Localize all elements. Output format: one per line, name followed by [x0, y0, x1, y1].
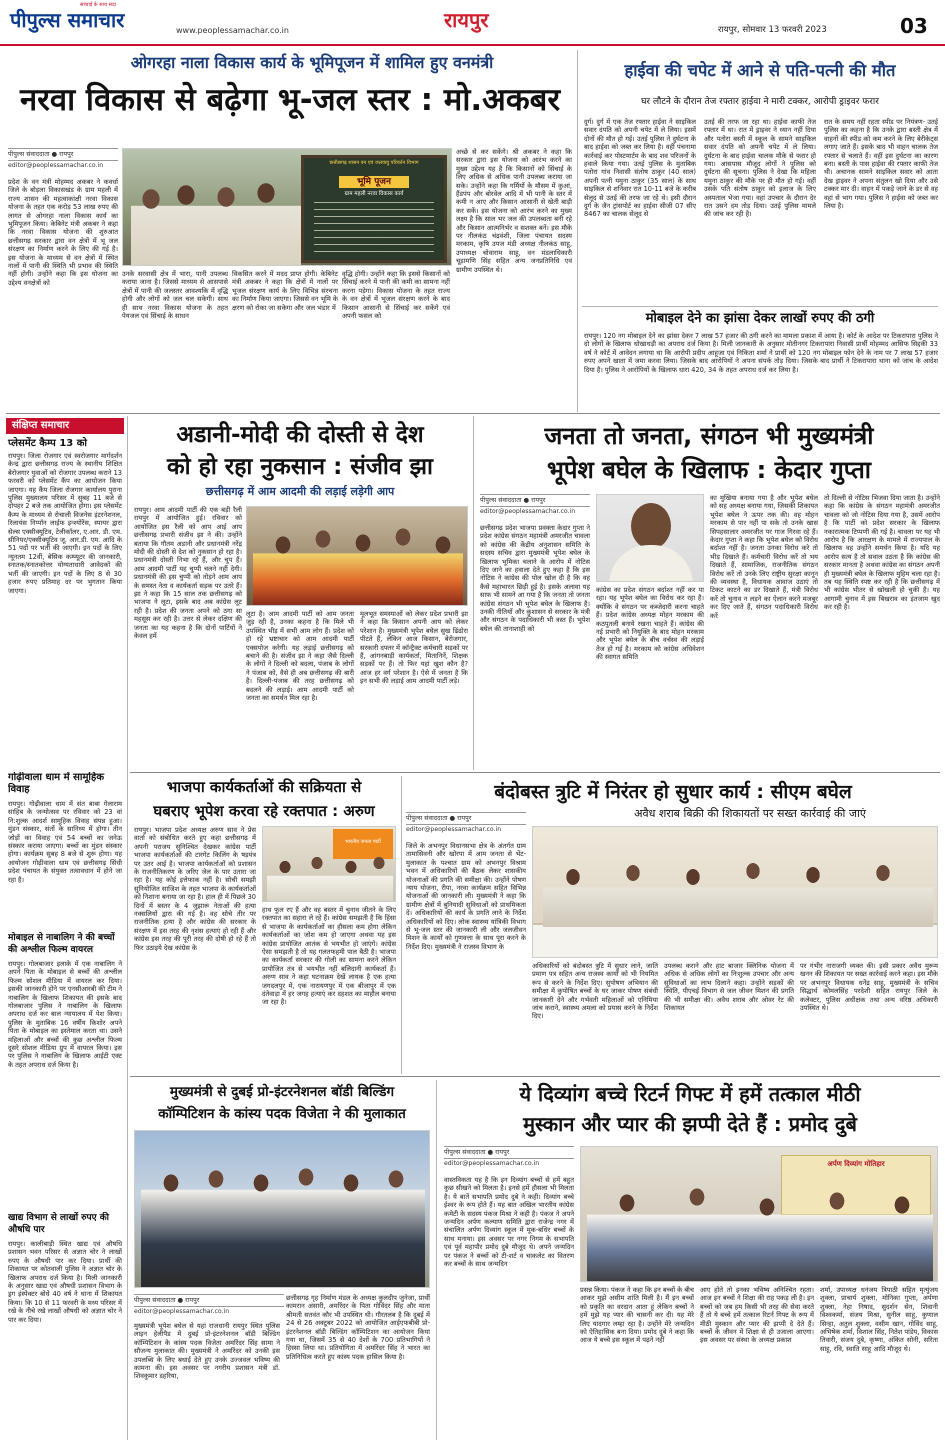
board-banner: भूमि पूजन [339, 176, 409, 188]
story5-col1: छत्तीसगढ़ प्रदेश भाजपा प्रवक्ता केदार गुप्ता ने प्रदेश कांग्रेस संगठन महामंत्री अमरजीत चावला को कांग्रेस की केंद्रीय अनुशासन समिति के सदस्य सचिव द्वारा मुख्यमंत्री भूपेश बघेल के खिलाफ भूमिका चलाने के आरोप में नोटिस दिए जाने का हवाला देते हुए कहा है कि इस नोटिस ने कांग्रेस की पोल खोल दी है कि वह कैसे महाभारत छिड़ी हुई है। इसके अलावा यह साफ भी सामने आ गया है कि जनता तो जनता कांग्रेस संगठन भी भूपेश बघेल के खिलाफ है। उनकी नीतियों और कुशासन से सरकार के मंत्री और संगठन के पदाधिकारी भी त्रस्त हैं। भूपेश बघेल की तानाशाही को [480, 524, 590, 633]
story4-col3: मूलभूत समस्याओं को लेकर प्रदेश प्रभारी झा ने कहा कि किसान अपनी आय को लेकर परेशान है। मुख्यमंत्री भूपेश बघेल सुख ढिंढोरा पीटते हैं, लेकिन आज किसान, बेरोजगार, सरकारी दफ्तर में कॉन्ट्रैक्ट कर्मचारी सड़कों पर हैं, आंगनबाड़ी कार्यकर्ता, मितानिनें, शिक्षक सड़कों पर हैं। तो फिर यहां खुश कौन है? आज हर वर्ग परेशान है। ऐसे में जनता है कि इन सभी की लड़ाई आम आदमी पार्टी लड़े। [360, 610, 468, 686]
divider [473, 416, 474, 770]
sidebar-item1-body: रायपुर। जिला रोजगार एवं स्वरोजगार मार्गदर्शन केन्द्र द्वारा छत्तीसगढ़ राज्य के स्थानीय शिक्षित बेरोजगार युवाओं को रोजगार उपलब्ध कराने 13 फरवरी को प्लेसमेंट कैंप का आयोजन किया जाएगा। यह कैंप जिला रोजगार कार्यालय पुराना पुलिस मुख्यालय परिसर में सुबह 11 बजे से दोपहर 2 बजे तक आयोजित होगा। इस प्लेसमेंट कैम्प के माध्यम से रोचाली विजनेस इंटरनेशनल, रिलायंस निप्पॉन लाईफ इन्श्योरेंस, स्पायर द्वारा सेल्स एक्सीक्यूटिव, टेलीकॉलर, ए.आर. डी. एम. सीनियर/एक्सीक्यूटिव जू. आर.डी. एम. आदि के 51 पदों पर भर्ती की जाएगी। इन पदों के लिए न्यूनतम 12वीं, बेसिक कम्प्यूटर की जानकारी, स्नातक/स्नातकोत्तर योग्यताधारी आवेदकों की भर्ती की जाएगी। इन पदों के लिए 8 से 30 हजार रुपए प्रतिमाह दर पर भुगतान किया जाएगा। [8, 452, 122, 595]
sidebar-item3-head[interactable]: मोबाइल से नाबालिग ने की बच्चों की अश्लील फिल्म वायरल [8, 933, 115, 955]
logo-tagline: सच्चाई के साथ सदा [80, 2, 116, 8]
divider [127, 416, 128, 1440]
story5-headline-line2[interactable]: भूपेश बघेल के खिलाफ : केदार गुप्ता [547, 456, 871, 484]
story6-headline-line1[interactable]: भाजपा कार्यकर्ताओं की सक्रियता से [166, 778, 362, 796]
masthead [0, 0, 945, 46]
sidebar-item2-body: रायपुर। गोढ़ीवाला धाम में संत बाबा गेलाराम साहिब के जन्मोत्सव पर रविवार को 23 वां नि:शुल्क आदर्श सामूहिक विवाह संपन्न हुआ। मुंडन संस्कार, संतों के सानिध्य में होगा। तीन जोड़ों का विवाह एवं 54 बच्चों का जनेऊ संस्कार कराया जाएगा। बच्चों का मुंडन संस्कार होगा। कार्यक्रम सुबह 8 बजे से शुरू होगा। यह आयोजन गोढ़ीवाला धाम एवं छत्तीसगढ़ सिंधी प्रदेश पंचायत के संयुक्त तत्वावधान में होने जा रहा है। [8, 800, 122, 884]
logo-text: पीपुल्स समाचार [10, 8, 125, 32]
story7-col3: उपलब्ध कराने और हाट बाजार क्लिनिक योजना में अधिक से अधिक लोगों का निःशुल्क उपचार और अन्य सुविधाओं का लाभ दिलाने कहा। उन्होंने सड़कों की स्थिति, पीएचई विभाग से जल जीवन मिशन की प्रगति की भी समीक्षा की। अवैध शराब और ओवर रेट की शिकायत [664, 962, 794, 1013]
sidebar-item1-head[interactable]: प्लेसमेंट कैम्प 13 को [8, 438, 88, 449]
story2-headline[interactable]: हाईवा की चपेट में आने से पति-पत्नी की मौत [624, 61, 896, 80]
story1-col1: प्रदेश के वन मंत्री मोहम्मद अकबर ने कवर्धा जिले के बोड़ला विकासखंड के ग्राम महली में राज्य शासन की महत्वाकांक्षी नरवा विकास योजना के तहत एक करोड़ 53 लाख रुपए की लागत से ओगरहा नाला विकास कार्य का भूमिपूजन किया। केबिनेट मंत्री अकबर ने कहा कि नरवा विकास योजना की शुरुआत छत्तीसगढ़ सरकार द्वारा वन क्षेत्रों में भू जल संरक्षण का निर्माण करने के लिए की गई है। इस योजना के माध्यम से वन क्षेत्रों में स्थित नालों में पानी की स्थिति भी प्रभाव की स्थिति नहीं होगी। उन्होंने कहा कि इस योजना का उद्देश्य वनक्षेत्रों को [8, 178, 118, 287]
story4-col2: लूटा है। आम आदमी पार्टी को आम जनता जुड़ रही है, उनका कहना है कि मिले भी उपस्थित भीड़ में सभी आम लोग हैं। प्रदेश को हो रहे भ्रष्टाचार को आम आदमी पार्टी एक्सपोज करेगी। यह लड़ाई छत्तीसगढ़ को बचाने की है। संजीव झा ने कहा जैसे दिल्ली के लोगों ने दिल्ली को बदला, पंजाब के लोगों ने पंजाब को, वैसे ही अब छत्तीसगढ़ की बारी है। दिल्ली-पंजाब की तरह छत्तीसगढ़ को बदलने की लड़ाई। आम आदमी पार्टी को जनता का समर्थन मिल रहा है। [246, 610, 354, 703]
press-people [267, 853, 393, 902]
story1-col4: वृद्धि होगी। उन्होंने कहा कि इससे किसानों को सिंचाई करने में पानी की कमी का सामना नहीं करना पड़ेगा। विकास योजना के तहत राज्य के वन क्षेत्रों में भूजल संरक्षण करने के बाद किसान आसानी से सिंचाई कर सकेंगे एवं अपनी फसल को [342, 270, 450, 321]
story9-col1: वास्तविकता यह है कि इन दिव्यांग बच्चों से हमें बहुत कुछ सीखने को मिलता है। इनसे हमें हौसला भी मिलता है। ये बातें सभापति प्रमोद दुबे ने कही। दिव्यांग बच्चे ईश्वर के रूप होते हैं। यह बात अखिल भारतीय कांग्रेस कमेटी के सदस्य पंकज मिश्रा ने कही है। पंकज ने अपने जन्मदिन अर्पण कल्याण समिति द्वारा राजेन्द्र नगर में संचालित अर्पण दिव्यांग स्कूल में मूक-बधिर बच्चों के साथ मनाया। इस अवसर पर नगर निगम के सभापति एवं पूर्व महापौर प्रमोद दुबे मौजूद थे। अपने जन्मदिन पर पंकज ने बच्चों को टी-शर्ट व चाकलेट का वितरण कर बच्चों के साथ जन्मदिन [444, 1176, 574, 1269]
story2-col3: रात के समय नहीं रहता स्पीड पर नियंत्रण- उतई पुलिस का कहना है कि उनके द्वारा बस्ती क्षेत्र में वाहनों की स्पीड को कम करने के लिए बेरीकेट्स लगाए जाते हैं। इसके बाद भी वाहन चालक तेज रफ्तार से चलाते हैं। वहीं इस दुर्घटना का कारण बना। बस्ती के पास हाईवा की रफ्तार काफी तेज थी। अचानक सामने साइकिल सवार को आता देख ड्राइवर ने अपना संतुलन खो दिया और उसे टक्कर मार दी। वाहन में पकड़े जाने के डर से वह वहां से भाग गया। पुलिस ने हाईवा को जब्त कर लिया है। [824, 118, 938, 211]
story6-col1: रायपुर। भाजपा प्रदेश अध्यक्ष अरुण साव ने प्रेस वार्ता को संबोधित करते हुए कहा छत्तीसगढ़ में अपनी पराजय सुनिश्चित देखकर कांग्रेस पार्टी भाजपा कार्यकर्ताओं की टारगेट किलिंग के षड़यंत्र पर उतर आई है। भाजपा कार्यकर्ताओं को प्रशासन के राजनीतिकरण के जरिए जेल के पार उतारा जा रहा है। यह कोई इत्तेफाक नहीं है। सोची समझी सुनियोजित साजिश के तहत भाजपा के कार्यकर्ताओं को निशाना बनाया जा रहा है। हाल ही में पिछले 30 दिनों में बस्तर के 4 जुझारू नेताओं की हत्या नक्सलियों द्वारा की गई है। वह सोचे तीर पर राजनीतिक हत्या है और कांग्रेस की सरकार के संरक्षण में इस तरह की नृशंस हत्याएं हो रही हैं और कांग्रेस इस तरह की पूरी तरह की दोषी हो रहे हैं तो फिर उठाइये देख कांग्रेस के [134, 826, 256, 952]
story6-col2: हाथ फूल रए हैं और वह बस्तर में चुनाव जीतने के लिए रक्तपात का सहारा ले रहे हैं। कांग्रेस समझती है कि हिंसा से भाजपा के कार्यकर्ताओं का हौसला कम होगा लेकिन कार्यकर्ताओं का जोश कम हो जाएगा अथवा यह इस कांग्रेस प्रायोजित आतंक से भयभीत हो जाएंगे। कांग्रेस ऐसा समझती है तो यह गलतफहमी पाल बैठी है। भाजपा का कार्यकर्ता सरकार की गोली का सामना करने लेकिन प्रायोजित तंत्र से भयभीत नहीं बलिदानी कार्यकर्ता हैं। अरुण साव ने कहा घटनाक्रम देखें लायक है एक हत्या जगदलपुर में, एक नारायणपुर में एक बीजापुर में एक दंतेवाड़ा में हर जगह हत्याएं कर दहशत का माहौल बनाया जा रहा है। [262, 906, 396, 1007]
story3-headline[interactable]: मोबाइल देने का झांसा देकर लाखों रुपए की ठगी [645, 311, 875, 326]
page-number: 03 [900, 14, 928, 38]
story1-headline[interactable]: नरवा विकास से बढ़ेगा भू-जल स्तर : मो.अकबर [19, 82, 561, 118]
story9-email[interactable]: editor@peoplessamachar.co.in [444, 1160, 540, 1167]
story7-col4: पर गंभीर नाराजगी व्यक्त की। इसी प्रकार अवैध मुरूम खनन की शिकायत पर सख्त कार्रवाई करने कहा। इस मौके पर अभनपुर विधायक धनेंद्र साहू, मुख्यमंत्री के सचिव सिद्धार्थ कोमलसिंह परदेशी सहित रायपुर जिले के कलेक्टर, पुलिस अधीक्षक तथा अन्य वरिष्ठ अधिकारी उपस्थित थे। [800, 962, 938, 1013]
story4-col1: रायपुर। आम आदमी पार्टी की एक बड़ी रैली रायपुर में आयोजित हुई। रविवार को आयोजित इस रैली को आप आई आप छत्तीसगढ़ प्रभारी संजीव झा ने की। उन्होंने बताया कि गौतम अडानी और प्रधानमंत्री नरेंद्र मोदी की दोस्ती से देश को नुकसान हो रहा है। प्रधानमंत्री दोस्ती निभा रहे हैं, और चुप हैं। आम आदमी पार्टी यह चुप्पी चलने नहीं देगी। प्रधानमंत्री की इस चुप्पी को तोड़ने आम आप के समस्त नेता व कार्यकर्ता सड़क पर उतरे हैं। झा ने कहा कि 15 साल तक छत्तीसगढ़ को भाजपा ने लूटा, इसके बाद अब कांग्रेस लूट रही है। प्रदेश की जनता अपने को ठगा सा महसूस कर रही है। उत्तर से लेकर दक्षिण की जनता का यह कहना है कि दोनों पार्टियों ने केवल हमें [134, 506, 242, 641]
story9-headline-line1[interactable]: ये दिव्यांग बच्चे रिटर्न गिफ्ट में हमें तत्काल मीठी [519, 1082, 861, 1106]
story4-photo [246, 506, 468, 606]
divider [577, 50, 578, 412]
city-name: रायपुर [444, 8, 489, 32]
story8-email[interactable]: editor@peoplessamachar.co.in [134, 1308, 230, 1315]
website-url[interactable]: www.peoplessamachar.co.in [176, 26, 289, 35]
story7-col1: जिले के अभनपुर विधानसभा क्षेत्र के अंतर्गत ग्राम तामासिवनी और खोरपा में आम जनता से भेंट-मुलाकात के पश्चात ग्राम को अभनपुर विश्राम भवन में अधिकारियों की बैठक लेकर शासकीय योजनाओं की प्रगति की समीक्षा की। उन्होंने पोषण न्याय योजना, रीपा, नरवा कार्यक्रम सहित विभिन्न योजनाओं की जानकारी ली। मुख्यमंत्री ने कहा कि ग्रामीण क्षेत्रों में बुनियादी सुविधाओं को प्राथमिकता दें। अधिकारियों की कार्य के प्रगति लाने के निर्देश अधिकारियों को दिए। लोक स्वास्थ्य यांत्रिकी विभाग से भू-जल स्तर की जानकारी ली और जलजीवन मिशन के कार्यों को गुणवत्ता के साथ पूरा करने के निर्देश दिए। मुख्यमंत्री ने राजस्व विभाग के [406, 842, 526, 951]
story6-photo [262, 826, 396, 902]
story5-col2: कांग्रेस का प्रदेश संगठन बर्दाश्त नहीं कर पा रहा। यह भूपेश बघेल का विरोध कर रहा है। क्योंकि वे संगठन पर कब्जेदारी करना चाहते हैं। प्रदेश कांग्रेस अध्यक्ष मोहन मरकाम की कठपुतली बनाये रखना चाहते हैं। कांग्रेस की नई प्रभारी को नियुक्ति के बाद मोहन मरकाम और भूपेश बघेल के बीच वर्चस्व की लड़ाई तेज हो गई है। मरकाम को कांग्रेस अधिवेशन की स्वागत समिति [596, 586, 704, 662]
bjp-banner-text: भारतीय जनता पार्टी [345, 839, 381, 845]
story3-body: रायपुर। 120 नग मोबाइल देने का झांसा देकर 7 लाख 57 हजार की ठगी करने का मामला प्रकाश में आया है। कोर्ट के आदेश पर टिकरापारा पुलिस ने दो लोगों के खिलाफ धोखाधड़ी का अपराध दर्ज किया है। मिली जानकारी के अनुसार मोतीनगर टिकरापारा निवासी प्रार्थी मोहम्मद आसिफ सिद्दकी 33 वर्ष ने कोर्ट में आवेदन लगाया था कि आरोपी प्रदीप आहूजा एवं निकिता शर्मा ने प्रार्थी को 120 नग मोबाइल फोन देने के नाम पर 7 लाख 57 हजार रुपए अपने खाता में जमा करवा लिया। जिसके बाद आरोपियों ने अपना संपर्क तोड़ दिया। जिसके बाद प्रार्थी ने टिकरापारा थाना को जांच के आदेश दिया है। पुलिस ने आरोपियों के खिलाफ धारा 420, 34 के तहत अपराध दर्ज कर लिया है। [584, 332, 938, 374]
story5-photo [596, 494, 704, 582]
board-lines [314, 202, 434, 252]
story9-col3: आए होते तो इनका भविष्य अनिश्चित रहता। आज इन बच्चों ने शिक्षा की राह पकड़ ली है। इन बच्चों को जब हम किसी भी तरह की सेवा करते हैं तो ये बच्चे हमें तत्काल रिटर्न गिफ्ट के रूप में मीठी मुस्कान और प्यार की झप्पी दे देते हैं। बच्चों के जीवन में शिक्षा से ही उजाला आएगा। इस अवसर पर संस्था के अध्यक्ष प्रकाश [700, 1286, 814, 1345]
story7-headline[interactable]: बंदोबस्त त्रुटि में निरंतर हो सुधार कार्य : सीएम बघेल [494, 781, 852, 803]
person-silhouettes [131, 179, 301, 266]
story8-photo [134, 1130, 430, 1288]
divider [401, 776, 402, 1074]
story6-headline-line2[interactable]: घबराए भूपेश करवा रहे रक्तपात : अरुण [153, 802, 375, 820]
story7-subhead: अवैध शराब बिक्री की शिकायतों पर सख्त कार्रवाई की जाएं [634, 807, 866, 820]
story4-headline-line1[interactable]: अडानी-मोदी की दोस्ती से देश [176, 422, 424, 448]
story1-col2: उनके सरवासी क्षेत्र में भारा, पानी उपलब्ध कराया जाना है। जिससे माध्यम से आसपासे क्षेत्रों में पानी की जलस्तर आवश्यकि में वृद्धि होगी और लोगों को जल चल सकेगी। साथ ही साथ नरवा विकास योजना के तहत पेयजल एवं सिंचाई के साधन [122, 270, 228, 321]
sidebar-title: संक्षिप्त समाचार [6, 418, 124, 434]
divider [436, 1080, 437, 1440]
group-people [141, 1161, 425, 1288]
story9-photo [580, 1146, 938, 1282]
story5-byline: पीपुल्स संवाददाता ● रायपुर [480, 494, 590, 507]
sidebar-item3-body: रायपुर। गोलबाजार इलाके में एक नाबालिग ने अपने पिता के मोबाइल से बच्चों की अश्लील फिल्म सोशल मीडिया में वायरल कर दिया। इसकी जानकारी होने पर एनसीआरबी की टीम ने नाबालिग के खिलाफ शिकायत की इसके बाद गोलबाजार पुलिस ने नाबालिग के खिलाफ अपराध दर्ज कर बाल न्यायालय में पेश किया। पुलिस के मुताबिक 16 वर्षीय किशोर अपने पिता के मोबाइल का इस्तेमाल करता था। उसने महिलाओं और बच्चों की कुछ अश्लील फिल्म दूसरे सोशल मीडिया ग्रुप में वायरल किया। इस पर पुलिस ने नाबालिग के खिलाफ आईटी एक्ट के तहत अपराध दर्ज किया है। [8, 960, 122, 1069]
story1-col3: विकसित करने में मदद प्राप्त होगी। केबिनेट मंत्री अकबर ने कहा कि क्षेत्रों में नालों पर भूजल संरक्षण कार्य के लिए विभिन्न संरचना का निर्माण किया जाएगा। जिससे वन भूमि के क्षरण को रोका जा सकेगा और जल भंडार में [232, 270, 338, 312]
divider [130, 772, 940, 773]
story7-col2: अधिकारियों को बंदोबस्त त्रुटि में सुधार लाने, जाति प्रमाण पत्र सहित अन्य राजस्व कार्यों को भी नियमित रूप से करने के निर्देश दिए। सुपोषण अभियान की समीक्षा में कुपोषित बच्चों के घर जाकर पोषण संबंधी जानकारी देने और गर्भवती महिलाओं को एनिमिया जांच कराने, स्वास्थ्य अमला को प्रयास करने के निर्देश दिए। [532, 962, 658, 1021]
story8-byline: पीपुल्स संवाददाता ● रायपुर [134, 1294, 284, 1307]
story5-col3: का मुखिया बनाया गया है और भूपेश बघेल को सह अध्यक्ष बनाया गया, जिसकी शिकायत भूपेश बघेल ने ऊपर तक की। वह मोहन मरकाम से पार नहीं पा सके तो उनके खास सिपहसालार अमरजीत पर गाज गिरवा रहे हैं। केदार गुप्ता ने कहा कि भूपेश बघेल को विरोध बर्दाश्त नहीं है। जनता उनका विरोध करे तो भीड़ दिखाते हैं। कर्मचारी विरोध करें तो भय दिखाते हैं, सामाजिक, राजनीतिक संगठन विरोध करें तो उनके लिए राष्ट्रीय सुरक्षा कानून की व्यवस्था है, विधायक आवाज उठाएं तो टिकट काटने का डर दिखाते हैं, मंत्री विरोध करें तो चुनाव न लड़ने का ऐलान करने मजबूर कर दिए जाते हैं, संगठन पदाधिकारी विरोध करें [710, 494, 818, 620]
issue-date: रायपुर, सोमवार 13 फरवरी 2023 [718, 25, 827, 35]
story5-headline-line1[interactable]: जनता तो जनता, संगठन भी मुख्यमंत्री [544, 422, 874, 450]
story2-col1: दुर्ग। दुर्ग में एक तेज रफ्तार हाईवा ने साइकिल सवार दंपति को अपनी चपेट में ले लिया। इसमें दोनों की मौत हो गई। उतई पुलिस ने दुर्घटना के बाद हाईवा को जब्त कर लिया है। वहीं पंचनामा कार्रवाई कर पोस्टमार्टम के बाद शव परिजनों के हवाले किया गया। उतई पुलिस के मुताबिक पतोरा गांव निवासी संतोष ठाकुर (40 साल) अपनी पत्नी यमुना ठाकुर (35 साल) के साथ साइकिल से शनिवार रात 10-11 बजे के करीब सेलूद से उतई की तरफ जा रहे थे। इसी दौरान दुर्ग के जैन ट्रांसपोर्ट का हाईवा सीजी 07 सीए 8467 का चालक सेलूद से [584, 118, 696, 219]
school-banner-text: अर्पण दिव्यांग मोतिहार [827, 1160, 885, 1168]
story1-byline: पीपुल्स संवाददाता ● रायपुर [8, 148, 118, 161]
story7-photo [532, 826, 938, 958]
board-title: ग्राम महली नरवा विकास कार्य [344, 191, 404, 197]
story8-col1: मुख्यमंत्री भूपेश बघेल से यहां राजधानी रायपुर स्थित पुलिस लाइन हेलीपैड में दुबई प्रो-इंटरनेशनल बॉडी बिल्डिंग कॉम्पिटिशन के कांस्य पदक विजेता अमरिंदर सिंह सामा ने सौजन्य मुलाकात की। मुख्यमंत्री ने अमरिंदर को उनकी इस उपलब्धि के लिए बधाई देते हुए उनके उज्जवल भविष्य की कामना की। इस अवसर पर नगरीय प्रशासन मंत्री डॉ. शिवकुमार डहरिया, [134, 1322, 280, 1381]
story1-photo [122, 148, 452, 266]
story8-headline-line2[interactable]: कॉम्पिटिशन के कांस्य पदक विजेता ने की मुलाकात [158, 1106, 406, 1122]
story9-byline: पीपुल्स संवाददाता ● रायपुर [444, 1146, 574, 1159]
story1-col5: अच्छे से कर सकेंगे। श्री अकबर ने कहा कि सरकार द्वारा इस योजना को आरंभ करने का मुख्य उद्देश्य यह है कि किसानों को सिंचाई के लिए अधिक से अधिक पानी उपलब्ध कराया जा सके। उन्होंने कहा कि गर्मियों के मौसम में कुआं, हैंडपंप और बोरवेल आदि में भी पानी के स्तर में कमी न आए और किसान आसानी से खेती बाड़ी कर सकें। इस योजना को आरंभ करने का मुख्य लक्ष्य है कि साल भर जल की उपलब्धता बनी रहे और किसान आत्मनिर्भर व सशक्त बनें। इस मौके पर नीलकंठ चंद्रवंशी, जिला पंचायत सदस्य मरकाम, कृषि उपज मंडी अध्यक्ष नीलकंठ साहू, उपाध्यक्ष चोवाराम साहू, वन मंडलाधिकारी चूड़ामणि सिंह सहित अन्य जनप्रतिनिधि एवं ग्रामीण उपस्थित थे। [456, 148, 572, 274]
story9-headline-line2[interactable]: मुस्कान और प्यार की झप्पी देते हैं : प्रमोद दुबे [523, 1112, 857, 1136]
story2-col2: उतई की तरफ जा रहा था। हाईवा काफी तेज रफ्तार में था। रात में ड्राइवर ने ध्यान नहीं दिया और पतोरा बस्ती में स्कूल के सामने साइकिल सवार दंपति को अपनी चपेट में ले लिया। दुर्घटना के बाद हाईवा चालक मौके से फरार हो गया। आसपास मौजूद लोगों ने पुलिस को दुर्घटना की सूचना। पुलिस ने देखा कि महिला यमुना ठाकुर की मौके पर ही मौत हो गई। वहीं उसके पति संतोष ठाकुर को इलाज के लिए अस्पताल भेजा गया। वहां उपचार के दौरान देर रात उसने दम तोड़ दिया। उतई पुलिस मामले की जांच कर रही है। [704, 118, 816, 219]
story8-col2: छत्तीसगढ़ गृह निर्माण मंडल के अध्यक्ष कुलदीप जुनेजा, प्रार्थी कामरान अंसारी, अमरिंदर के पिता गोविंदर सिंह और माता श्रीमती सतवंत कौर भी उपस्थित थी। गौरतलब है कि दुबई में 24 से 26 अक्टूबर 2022 को आयोजित आईएफबीबी प्रो-इंटरनेशनल बॉडी बिल्डिंग कॉम्पिटिशन का आयोजन किया गया था, जिसमें 35 से 40 देशों के 700 प्रतिभागियों ने हिस्सा लिया था। प्रतियोगिता में अमरिंदर सिंह ने भारत का प्रतिनिधित्व करते हुए कांस्य पदक हासिल किया है। [286, 1294, 430, 1361]
sidebar-item4-head[interactable]: खाद्य विभाग से लाखों रुपए की औषधि पार [8, 1213, 110, 1235]
crowd-shapes [253, 525, 463, 605]
story7-email[interactable]: editor@peoplessamachar.co.in [406, 826, 502, 833]
divider [130, 1076, 940, 1077]
sidebar-item4-body: रायपुर। कालीबाड़ी स्थित खाद्य एवं औषधि प्रशासन भवन परिसर से अज्ञात चोर ने लाखों रुपए के औषधी पार कर दिया। प्रार्थी की शिकायत पर कोतवाली पुलिस ने अज्ञात चोर के खिलाफ अपराध दर्ज किया है। मिली जानकारी के अनुसार खाद्य एवं औषधी प्रशासन विभाग के ड्रग इंस्पेक्टर बोधे 40 वर्ष ने थाना में शिकायत किया। कि 10 से 11 फरवरी के मध्य परिसर में रखे के नीचे रखे लाखों औषधी को अज्ञात चोर ने पार कर दिया। [8, 1240, 122, 1324]
board-dept: छत्तीसगढ़ शासन वन एवं जलवायु परिवर्तन विभाग [329, 160, 419, 166]
story2-subhead: घर लौटने के दौरान तेज रफ्तार हाईवा ने मारी टक्कर, आरोपी ड्राइवर फरार [641, 97, 879, 107]
children-and-guests [587, 1177, 933, 1282]
story1-kicker[interactable]: ओगरहा नाला विकास कार्य के भूमिपूजन में शामिल हुए वनमंत्री [130, 53, 494, 72]
story1-email[interactable]: editor@peoplessamachar.co.in [8, 162, 104, 169]
story4-headline-line2[interactable]: को हो रहा नुकसान : संजीव झा [166, 454, 433, 480]
meeting-table [533, 923, 938, 958]
divider [6, 413, 940, 414]
bhoomi-pujan-board [301, 155, 447, 263]
story9-col4: शर्मा, उपाध्यक्ष धनंजय त्रिपाठी सहित मृत्युंजय शुक्ला, प्राचार्य शुक्ला, मोनिका गुप्ता, अर्पणा शुक्ला, नेहा निषाद, सुदर्शन सेन, शिवानी विश्वकर्मा, संजय मिश्रा, सुनील साहू, कुणाल सिन्हा, अतुल शुक्ला, वसीम खान, गोविंद साहू, अभिषेक शर्मा, विशाल सिंह, नितेश पांडेय, विकास तिवारी, संजय दुबे, कृष्णा, अंकित सोनी, सरिता साहू, रवि, स्वाति साहू आदि मौजूद थे। [820, 1286, 938, 1353]
story5-email[interactable]: editor@peoplessamachar.co.in [480, 508, 576, 515]
story5-col4: तो दिल्ली से नोटिस भिजवा दिया जाता है। उन्होंने कहा कि कांग्रेस के संगठन महामंत्री अमरजीत चावला को जो नोटिस दिया गया है, उसमें आरोप है कि पार्टी को प्रदेश सरकार के खिलाफ नकारात्मक टिप्पणी की गई है। चावला पर यह भी आरोप है कि आरक्षण के मामले में राज्यपाल के खिलाफ वह उन्होंने समर्थन किया है। यदि यह आरोप सत्य है तो सवाल उठता है कि कांग्रेस की सरकार मानता है अथवा कांग्रेस का संगठन अपनी ही मुख्यमंत्री बघेल के खिलाफ मुहिम चला रहा है। तब यह स्थिति स्पष्ट कर रही है कि छत्तीसगढ़ में भी कांग्रेस भीतर से खोखली हो चुकी है। यह आगामी चुनाव में इस बिखराव का इंतजाम खुद कर रही है। [824, 494, 940, 612]
masthead-logo [10, 2, 180, 42]
meeting-people [543, 847, 933, 927]
story7-byline: पीपुल्स संवाददाता ● रायपुर [406, 812, 526, 825]
story8-headline-line1[interactable]: मुख्यमंत्री से दुबई प्रो-इंटरनेशनल बॉडी बिल्डिंग [169, 1084, 395, 1100]
portrait-head [631, 503, 671, 549]
story9-col2: प्रसन्न किया। पंकज ने कहा कि इन बच्चों के बीच आकर मुझे असीम शांति मिली है। मैं इन बच्चों को प्रकृति का वरदान आता हूं लेकिन बच्चों ने हमें मुझे यह प्यार की चासनी कर दी। यह मेरे लिए यादगार लम्हा रहा है। उन्होंने मेरे जन्मदिन को ऐतिहासिक बना दिया। प्रमोद दुबे ने कहा कि आज ये बच्चे इस स्कूल में पढ़ने नहीं [580, 1286, 694, 1345]
divider [582, 306, 938, 307]
sidebar-item2-head[interactable]: गोढ़ीवाला धाम में सामूहिक विवाह [8, 772, 105, 795]
portrait-body [609, 545, 693, 582]
story4-subhead: छत्तीसगढ़ में आम आदमी की लड़ाई लड़ेगी आप [205, 485, 395, 498]
